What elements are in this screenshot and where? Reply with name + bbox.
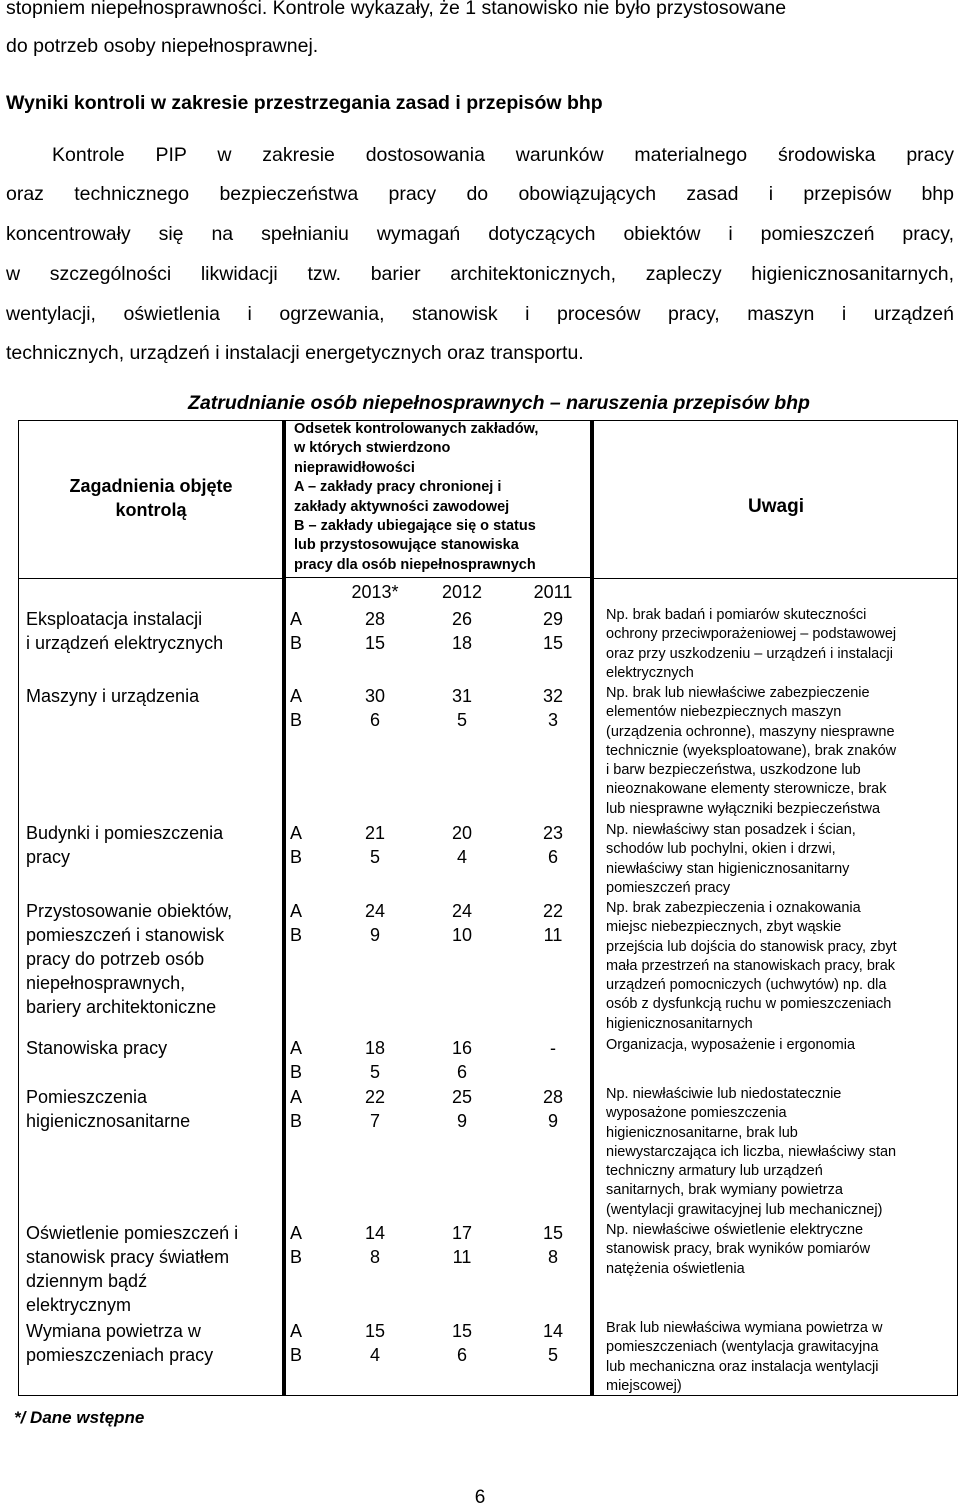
label-b: B [290, 925, 303, 945]
topic-line: bariery architektoniczne [26, 997, 217, 1017]
table-row-topic [26, 899, 282, 1019]
note-line: lub niesprawne wyłączniki bezpieczeństwa [606, 800, 881, 817]
notes [606, 821, 951, 898]
note-line: Np. niewłaściwy stan posadzek i ścian, [606, 822, 856, 838]
topic-line: Przystosowanie obiektów, [26, 901, 233, 921]
label-b: B [290, 710, 303, 730]
topic-line: higienicznosanitarne [26, 1111, 191, 1131]
note-line: techniczny armatury lub urządzeń [606, 1163, 823, 1180]
table-row-topic [26, 1085, 282, 1133]
note-line: przejścia lub dojścia do stanowisk pracy, zbyt [606, 938, 897, 955]
value-a-2011: 22 [542, 901, 564, 921]
value-a-2012: 16 [451, 1038, 473, 1058]
label-a: A [290, 1321, 303, 1341]
value-b-2013: 15 [364, 633, 386, 653]
note-line: schodów lub pochylni, okien i drzwi, [606, 841, 836, 858]
value-b-2013: 9 [369, 925, 380, 945]
value-b-2012: 6 [456, 1062, 467, 1082]
value-a-2012: 31 [451, 686, 473, 706]
value-b-2012: 11 [452, 1247, 472, 1267]
note-line: Np. niewłaściwe oświetlenie elektryczne [606, 1222, 864, 1238]
header-percent-line-8: pracy dla osób niepełnosprawnych [294, 556, 536, 573]
note-line: Organizacja, wyposażenie i ergonomia [606, 1037, 856, 1053]
note-line: miejscowej) [606, 1377, 682, 1394]
table-row-topic [26, 821, 282, 869]
note-line: Np. brak badań i pomiarów skuteczności [606, 607, 867, 623]
topic-line: Pomieszczenia [26, 1087, 148, 1107]
value-b-2011: 6 [547, 847, 558, 867]
value-a-2011: 32 [542, 686, 564, 706]
value-b-2013: 4 [369, 1345, 380, 1365]
table-row-topic [26, 1036, 282, 1060]
topic-line: dziennym bądź [26, 1271, 148, 1291]
header-topics-line-1: Zagadnienia objęte [69, 476, 233, 496]
note-line: higienicznosanitarne, brak lub [606, 1124, 798, 1141]
value-b-2011: 5 [547, 1345, 558, 1365]
topic-line: pracy [26, 847, 71, 867]
paragraph-line-4: w szczególności likwidacji tzw. barier architektonicznych, zapleczy higienicznosanitarnych, [6, 263, 954, 285]
value-b-2011: 9 [547, 1111, 558, 1131]
label-b: B [290, 1345, 303, 1365]
topic-line: stanowisk pracy światłem [26, 1247, 230, 1267]
value-b-2012: 9 [456, 1111, 467, 1131]
label-a: A [290, 686, 303, 706]
value-a-2011: - [550, 1038, 556, 1058]
note-line: Np. niewłaściwie lub niedostatecznie [606, 1086, 842, 1102]
year-2012: 2012 [441, 582, 483, 602]
note-line: nieoznakowane elementy sterownicze, brak [606, 781, 887, 798]
note-line: natężenia oświetlenia [606, 1260, 745, 1277]
note-line: miejsc niebezpiecznych, zbyt wąskie [606, 919, 842, 936]
topic-line: Budynki i pomieszczenia [26, 823, 224, 843]
page-number: 6 [474, 1487, 486, 1508]
notes [606, 1319, 951, 1396]
note-line: ochrony przeciwporażeniowej – podstawowej [606, 626, 897, 643]
header-percent-line-4: A – zakłady pracy chronionej i [294, 479, 502, 496]
header-notes: Uwagi [748, 496, 804, 517]
header-percent [294, 420, 538, 575]
note-line: niewystarczająca ich liczba, niewłaściwy stan [606, 1143, 897, 1160]
header-percent-line-3: nieprawidłowości [294, 459, 415, 476]
value-a-2012: 17 [451, 1223, 473, 1243]
value-a-2013: 28 [364, 609, 386, 629]
header-topics-line-2: kontrolą [115, 500, 187, 520]
topic-line: pomieszczeniach pracy [26, 1345, 214, 1365]
topic-line: Maszyny i urządzenia [26, 686, 200, 706]
value-b-2013: 6 [369, 710, 380, 730]
value-a-2013: 30 [364, 686, 386, 706]
table-title: Zatrudnianie osób niepełnosprawnych – naruszenia przepisów bhp [188, 392, 810, 414]
note-line: (urządzenia ochronne), maszyny niesprawne [606, 723, 895, 740]
notes [606, 606, 951, 683]
intro-line-2: do potrzeb osoby niepełnosprawnej. [6, 35, 319, 57]
topic-line: i urządzeń elektrycznych [26, 633, 224, 653]
header-percent-line-1: Odsetek kontrolowanych zakładów, [294, 421, 539, 437]
topic-line: pomieszczeń i stanowisk [26, 925, 225, 945]
paragraph-line-6: technicznych, urządzeń i instalacji energetycznych oraz transportu. [6, 342, 584, 364]
note-line: wyposażone pomieszczenia [606, 1105, 787, 1122]
value-a-2013: 21 [364, 823, 386, 843]
notes [606, 1085, 951, 1220]
value-b-2013: 5 [369, 847, 380, 867]
note-line: oraz przy uszkodzeniu – urządzeń i instalacji [606, 645, 893, 662]
note-line: i barw bezpieczeństwa, uszkodzone lub [606, 762, 861, 779]
footnote: */ Dane wstępne [14, 1408, 145, 1427]
note-line: lub mechaniczna oraz instalacja wentylacji [606, 1358, 879, 1375]
value-a-2011: 23 [542, 823, 564, 843]
value-b-2013: 7 [369, 1111, 380, 1131]
notes [606, 684, 951, 819]
notes [606, 1036, 951, 1055]
paragraph-line-2: oraz technicznego bezpieczeństwa pracy do obowiązujących zasad i przepisów bhp [6, 183, 954, 205]
value-b-2013: 5 [369, 1062, 380, 1082]
note-line: stanowisk pracy, brak wyników pomiarów [606, 1241, 871, 1258]
label-a: A [290, 901, 303, 921]
header-percent-line-7: lub przystosowujące stanowiska [294, 537, 519, 554]
note-line: elementów niebezpiecznych maszyn [606, 704, 842, 721]
label-b: B [290, 633, 303, 653]
label-b: B [290, 1062, 303, 1082]
note-line: elektrycznych [606, 664, 694, 681]
topic-line: Wymiana powietrza w [26, 1321, 201, 1341]
value-b-2011: 11 [543, 925, 563, 945]
label-b: B [290, 1111, 303, 1131]
topic-line: pracy do potrzeb osób [26, 949, 205, 969]
header-percent-line-2: w których stwierdzono [294, 440, 451, 457]
value-b-2011: 15 [542, 633, 564, 653]
note-line: mała przestrzeń na stanowiskach pracy, brak [606, 957, 896, 974]
value-a-2011: 29 [542, 609, 564, 629]
note-line: urządzeń pomocniczych (uchwytów) np. dla [606, 977, 887, 994]
value-a-2012: 15 [451, 1321, 473, 1341]
value-a-2011: 28 [542, 1087, 564, 1107]
paragraph-line-3: koncentrowały się na spełnianiu wymagań dotyczących obiektów i pomieszczeń pracy, [6, 223, 954, 245]
label-b: B [290, 847, 303, 867]
value-a-2013: 22 [364, 1087, 386, 1107]
topic-line: Oświetlenie pomieszczeń i [26, 1223, 239, 1243]
label-a: A [290, 609, 303, 629]
note-line: Brak lub niewłaściwa wymiana powietrza w [606, 1320, 883, 1336]
value-a-2012: 20 [451, 823, 473, 843]
value-a-2012: 24 [451, 901, 473, 921]
value-b-2011: 3 [547, 710, 558, 730]
label-a: A [290, 823, 303, 843]
value-a-2013: 18 [364, 1038, 386, 1058]
topic-line: elektrycznym [26, 1295, 132, 1315]
value-b-2012: 10 [451, 925, 473, 945]
header-percent-line-5: zakłady aktywności zawodowej [294, 498, 510, 515]
header-topics [20, 474, 282, 522]
topic-line: Eksploatacja instalacji [26, 609, 203, 629]
label-a: A [290, 1087, 303, 1107]
note-line: higienicznosanitarnych [606, 1015, 753, 1032]
table-row-topic [26, 684, 282, 708]
note-line: pomieszczeń pracy [606, 879, 731, 896]
note-line: niewłaściwy stan higienicznosanitarny [606, 860, 850, 877]
notes [606, 1221, 951, 1279]
header-percent-line-6: B – zakłady ubiegające się o status [294, 518, 536, 535]
paragraph-line-5: wentylacji, oświetlenia i ogrzewania, stanowisk i procesów pracy, maszyn i urządzeń [6, 303, 954, 325]
note-line: (wentylacji grawitacyjnej lub mechanicznej) [606, 1201, 883, 1218]
table-row-topic [26, 1221, 282, 1317]
value-a-2011: 14 [542, 1321, 564, 1341]
note-line: osób z dysfunkcją ruchu w pomieszczeniach [606, 996, 892, 1013]
topic-line: Stanowiska pracy [26, 1038, 168, 1058]
notes [606, 899, 951, 1034]
value-a-2013: 15 [364, 1321, 386, 1341]
value-a-2012: 25 [451, 1087, 473, 1107]
value-a-2013: 14 [364, 1223, 386, 1243]
value-b-2012: 5 [456, 710, 467, 730]
value-a-2013: 24 [364, 901, 386, 921]
table-row-topic [26, 1319, 282, 1367]
note-line: technicznie (wyeksploatowane), brak znaków [606, 742, 897, 759]
value-b-2012: 18 [451, 633, 473, 653]
note-line: Np. brak zabezpieczenia i oznakowania [606, 900, 861, 916]
label-a: A [290, 1223, 303, 1243]
value-b-2013: 8 [369, 1247, 380, 1267]
paragraph-line-1: Kontrole PIP w zakresie dostosowania warunków materialnego środowiska pracy [52, 144, 954, 166]
note-line: sanitarnych, brak wymiany powietrza [606, 1182, 843, 1199]
value-a-2012: 26 [451, 609, 473, 629]
year-2011: 2011 [533, 582, 573, 602]
topic-line: niepełnosprawnych, [26, 973, 186, 993]
value-b-2012: 6 [456, 1345, 467, 1365]
value-b-2011: 8 [547, 1247, 558, 1267]
note-line: Np. brak lub niewłaściwe zabezpieczenie [606, 685, 870, 701]
label-b: B [290, 1247, 303, 1267]
intro-line-1: stopniem niepełnosprawności. Kontrole wykazały, że 1 stanowisko nie było przystosowane [6, 0, 787, 19]
note-line: pomieszczeniach (wentylacja grawitacyjna [606, 1339, 879, 1356]
table-row-topic [26, 607, 282, 655]
label-a: A [290, 1038, 303, 1058]
value-a-2011: 15 [542, 1223, 564, 1243]
value-b-2012: 4 [456, 847, 467, 867]
section-heading: Wyniki kontroli w zakresie przestrzegania zasad i przepisów bhp [6, 92, 603, 114]
year-2013: 2013* [351, 582, 399, 602]
